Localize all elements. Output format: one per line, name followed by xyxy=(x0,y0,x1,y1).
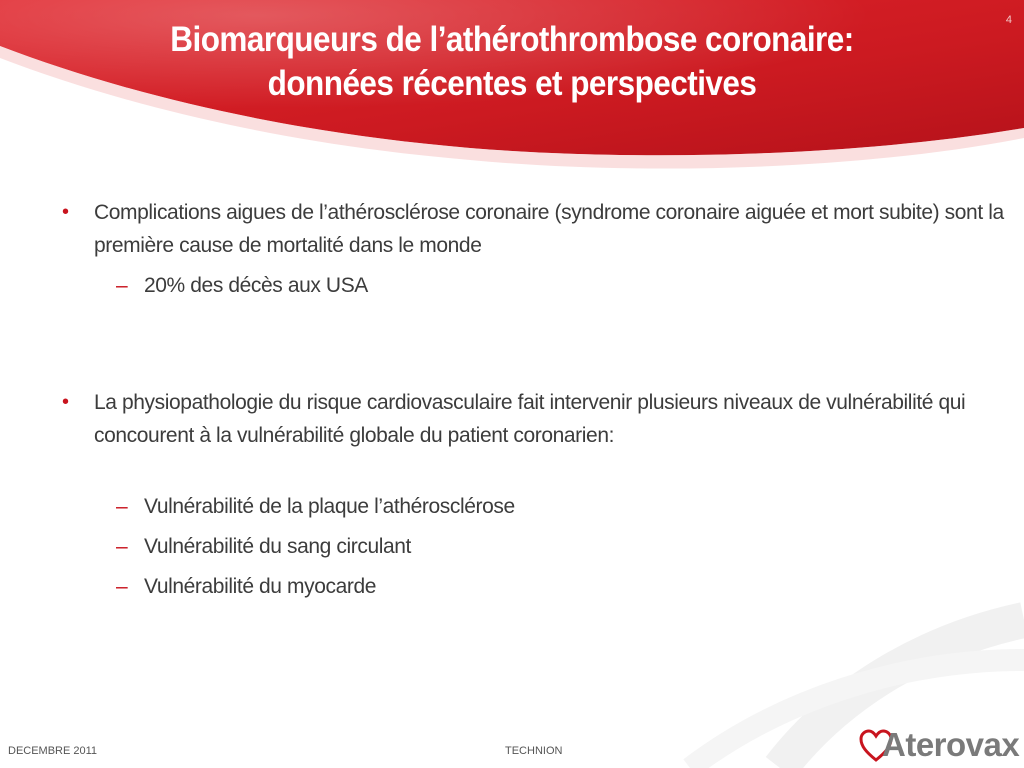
logo-text: Aterovax xyxy=(882,726,1020,763)
sub-bullet-text: 20% des décès aux USA xyxy=(144,274,368,297)
dash-marker: – xyxy=(116,535,128,558)
slide-number: 4 xyxy=(1005,14,1012,26)
aterovax-logo xyxy=(856,720,1024,768)
bullet-text: La physiopathologie du risque cardiovasculaire fait intervenir plusieurs niveaux de vulnérabilité qui concourent à la vulnérabilité globale du patient coronarien: xyxy=(94,391,966,447)
bullet-text: Complications aigues de l’athérosclérose coronaire (syndrome coronaire aiguée et mort subite) sont la première cause de mortalité dans le monde xyxy=(94,201,1004,257)
slide-title xyxy=(51,18,973,106)
dash-marker: – xyxy=(116,575,128,598)
bullet-marker: • xyxy=(62,391,69,413)
footer-center-label: TECHNION xyxy=(505,745,563,757)
footer-date: DECEMBRE 2011 xyxy=(8,745,98,757)
sub-bullet-item xyxy=(60,530,1010,563)
slide-content xyxy=(60,196,1010,603)
sub-bullet-item xyxy=(60,570,1010,603)
sub-bullet-text: Vulnérabilité du sang circulant xyxy=(144,535,411,558)
bullet-marker: • xyxy=(62,201,69,223)
sub-bullet-item xyxy=(60,490,1010,523)
sub-bullet-text: Vulnérabilité du myocarde xyxy=(144,575,377,598)
slide-title-line-2: données récentes et perspectives xyxy=(267,64,757,103)
sub-bullet-item xyxy=(60,269,1010,302)
slide-title-line-1: Biomarqueurs de l’athérothrombose coronaire: xyxy=(170,20,854,59)
dash-marker: – xyxy=(116,274,128,297)
bullet-item xyxy=(60,196,1010,262)
sub-bullet-text: Vulnérabilité de la plaque l’athérosclérose xyxy=(144,495,515,518)
dash-marker: – xyxy=(116,495,128,518)
bullet-item xyxy=(60,386,1010,452)
